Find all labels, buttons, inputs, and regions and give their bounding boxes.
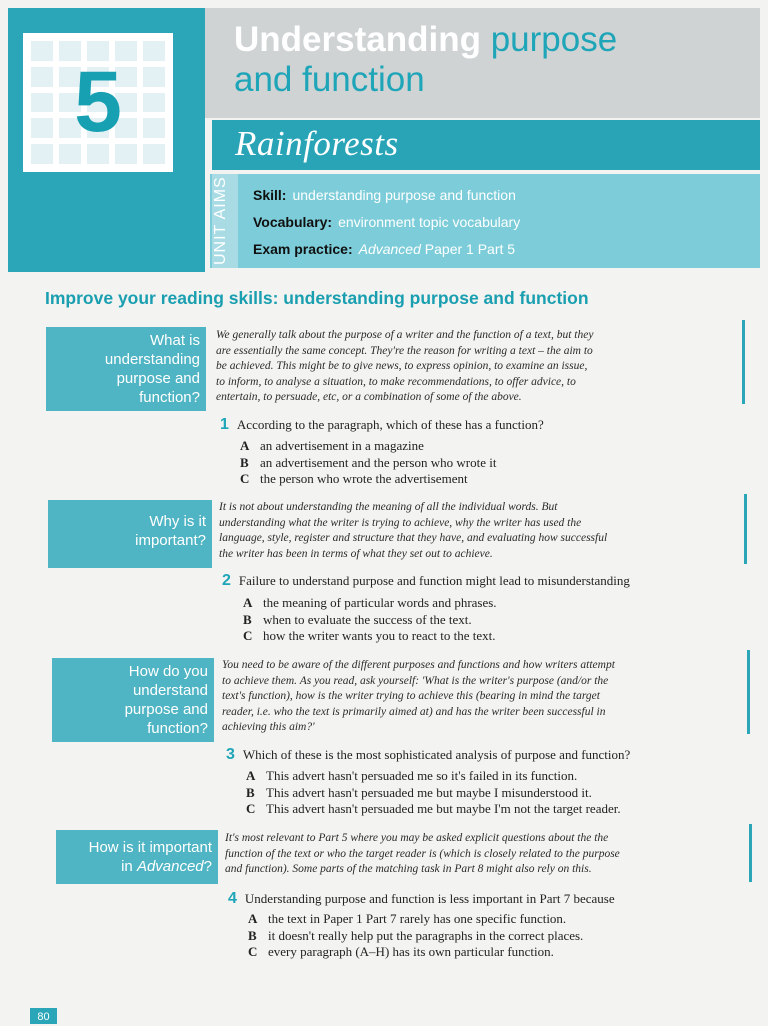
- aim-exam-practice: [253, 241, 515, 257]
- aim-vocabulary-key: Vocabulary:: [253, 214, 333, 230]
- sidebar-what-is: [46, 327, 206, 411]
- option-a[interactable]: [246, 768, 621, 785]
- question-text: Which of these is the most sophisticated analysis of purpose and function?: [242, 747, 631, 762]
- question-number: 2: [222, 572, 231, 589]
- unit-aims-label: UNIT AIMS: [212, 176, 229, 266]
- sidebar-line: Why is it: [149, 513, 206, 530]
- option-letter: B: [243, 611, 252, 627]
- question-number: 3: [226, 746, 235, 763]
- option-b[interactable]: [243, 612, 497, 629]
- option-text: it doesn't really help put the paragraphs in the correct places.: [268, 927, 584, 943]
- question-text: Understanding purpose and function is less important in Part 7 because: [244, 891, 615, 906]
- margin-bar: [749, 824, 752, 882]
- aim-vocabulary-value: environment topic vocabulary: [338, 214, 521, 230]
- aim-vocabulary: [253, 214, 520, 230]
- question-2: [222, 572, 630, 590]
- paragraph-how-understand: [222, 658, 742, 736]
- option-a[interactable]: [243, 595, 497, 612]
- paragraph-line: function of the text or who the target reader is (which is closely related to the purpose: [225, 847, 620, 860]
- margin-bar: [744, 494, 747, 564]
- paragraph-line: text's function), how is the writer trying to achieve this (bearing in mind the target: [222, 690, 600, 702]
- section-title: Improve your reading skills: understanding purpose and function: [45, 288, 589, 308]
- sidebar-line: How do you: [128, 663, 208, 680]
- option-letter: C: [246, 801, 256, 816]
- question-4: [228, 890, 615, 908]
- option-letter: C: [248, 944, 258, 959]
- paragraph-line: understanding what the writer is trying to achieve, why the writer has used the: [219, 516, 582, 529]
- option-b[interactable]: [246, 785, 621, 802]
- sidebar-line: purpose and: [124, 701, 208, 718]
- sidebar-line: understanding: [104, 351, 200, 368]
- paragraph-line: are essentially the same concept. They're the reason for writing a text – the aim to: [216, 344, 593, 357]
- unit-title-bold: Understanding: [234, 20, 481, 59]
- paragraph-line: entertain, to persuade, etc, or a combination of some of the above.: [216, 391, 522, 403]
- option-text: the person who wrote the advertisement: [260, 471, 468, 486]
- option-letter: A: [248, 911, 258, 926]
- option-text: an advertisement and the person who wrote it: [260, 454, 497, 470]
- question-3: [226, 746, 630, 764]
- question-1-options: [240, 438, 496, 488]
- question-1: [220, 416, 544, 434]
- paragraph-line: and function). Some parts of the matching task in Part 8 might also rely on this.: [225, 863, 592, 875]
- option-text: how the writer wants you to react to the text.: [263, 628, 496, 643]
- paragraph-what-is: [216, 328, 736, 406]
- option-text: This advert hasn't persuaded me so it's failed in its function.: [266, 768, 578, 783]
- paragraph-line: We generally talk about the purpose of a writer and the function of a text, but they: [216, 329, 594, 341]
- sidebar-line: How is it important: [88, 839, 212, 856]
- paragraph-line: It is not about understanding the meaning of all the individual words. But: [219, 501, 558, 513]
- question-number: 4: [228, 890, 237, 907]
- sidebar-text: in: [121, 858, 137, 875]
- paragraph-line: reader, i.e. who the text is primarily aimed at) and has the writer been successful in: [222, 705, 606, 718]
- aim-skill: [253, 187, 516, 203]
- paragraph-line: to achieve them. As you read, ask yourself: 'What is the writer's purpose (and/or the: [222, 674, 609, 687]
- option-text: an advertisement in a magazine: [260, 438, 424, 453]
- sidebar-how-understand: [52, 658, 214, 742]
- question-text: Failure to understand purpose and function might lead to misunderstanding: [238, 573, 630, 588]
- sidebar-italic: Advanced: [136, 858, 204, 875]
- unit-title: [234, 20, 754, 100]
- option-text: the meaning of particular words and phrases.: [263, 595, 497, 610]
- question-number: 1: [220, 416, 229, 433]
- paragraph-how-important: [225, 831, 745, 878]
- option-letter: B: [240, 454, 249, 470]
- option-text: This advert hasn't persuaded me but maybe I misunderstood it.: [266, 784, 592, 800]
- paragraph-line: language, style, register and structure that they have, and evaluating how successful: [219, 532, 608, 544]
- option-a[interactable]: [248, 911, 583, 928]
- question-2-options: [243, 595, 497, 645]
- unit-title-line2: and function: [234, 60, 425, 99]
- option-letter: A: [246, 768, 256, 783]
- sidebar-text: ?: [203, 858, 212, 875]
- unit-number: 5: [74, 54, 122, 150]
- unit-topic: Rainforests: [235, 124, 399, 163]
- option-letter: B: [248, 927, 257, 943]
- question-4-options: [248, 911, 583, 961]
- sidebar-line: [56, 857, 212, 876]
- option-a[interactable]: [240, 438, 496, 455]
- sidebar-line: function?: [147, 720, 208, 737]
- option-text: when to evaluate the success of the text.: [263, 611, 472, 627]
- sidebar-why-important: [48, 500, 212, 568]
- sidebar-line: purpose and: [116, 370, 200, 387]
- paragraph-why-important: [219, 500, 739, 562]
- aim-exam-value: Paper 1 Part 5: [424, 241, 516, 257]
- option-c[interactable]: [240, 471, 496, 488]
- unit-title-rest: purpose: [490, 20, 618, 59]
- sidebar-line: important?: [135, 532, 206, 549]
- option-b[interactable]: [240, 455, 496, 472]
- option-text: every paragraph (A–H) has its own particular function.: [268, 944, 554, 959]
- paragraph-line: be achieved. This might be to give news, to express opinion, to examine an issue,: [216, 360, 588, 372]
- aim-exam-key: Exam practice:: [253, 241, 353, 257]
- unit-number-box: [23, 33, 173, 172]
- option-c[interactable]: [246, 801, 621, 818]
- option-c[interactable]: [243, 628, 497, 645]
- aim-skill-key: Skill:: [253, 187, 287, 203]
- option-text: This advert hasn't persuaded me but maybe I'm not the target reader.: [266, 801, 621, 816]
- option-b[interactable]: [248, 928, 583, 945]
- option-text: the text in Paper 1 Part 7 rarely has one specific function.: [268, 911, 567, 926]
- sidebar-how-important-advanced: [56, 830, 218, 884]
- question-text: According to the paragraph, which of these has a function?: [236, 417, 544, 432]
- paragraph-line: You need to be aware of the different purposes and functions and how writers attempt: [222, 659, 615, 671]
- option-c[interactable]: [248, 944, 583, 961]
- margin-bar: [742, 320, 745, 404]
- sidebar-line: function?: [139, 389, 200, 406]
- option-letter: B: [246, 784, 255, 800]
- sidebar-line: understand: [132, 682, 208, 699]
- question-3-options: [246, 768, 621, 818]
- paragraph-line: It's most relevant to Part 5 where you may be asked explicit questions about the the: [225, 832, 609, 844]
- margin-bar: [747, 650, 750, 734]
- aim-skill-value: understanding purpose and function: [292, 187, 516, 203]
- paragraph-line: to inform, to analyse a situation, to make recommendations, to offer advice, to: [216, 375, 576, 388]
- option-letter: C: [243, 628, 253, 643]
- aim-exam-italic: Advanced: [358, 241, 421, 257]
- option-letter: A: [243, 595, 253, 610]
- paragraph-line: the writer has been in terms of what they set out to achieve.: [219, 547, 493, 560]
- paragraph-line: achieving this aim?': [222, 721, 315, 733]
- option-letter: C: [240, 471, 250, 486]
- option-letter: A: [240, 438, 250, 453]
- page-number: 80: [30, 1008, 57, 1024]
- sidebar-line: What is: [149, 332, 200, 349]
